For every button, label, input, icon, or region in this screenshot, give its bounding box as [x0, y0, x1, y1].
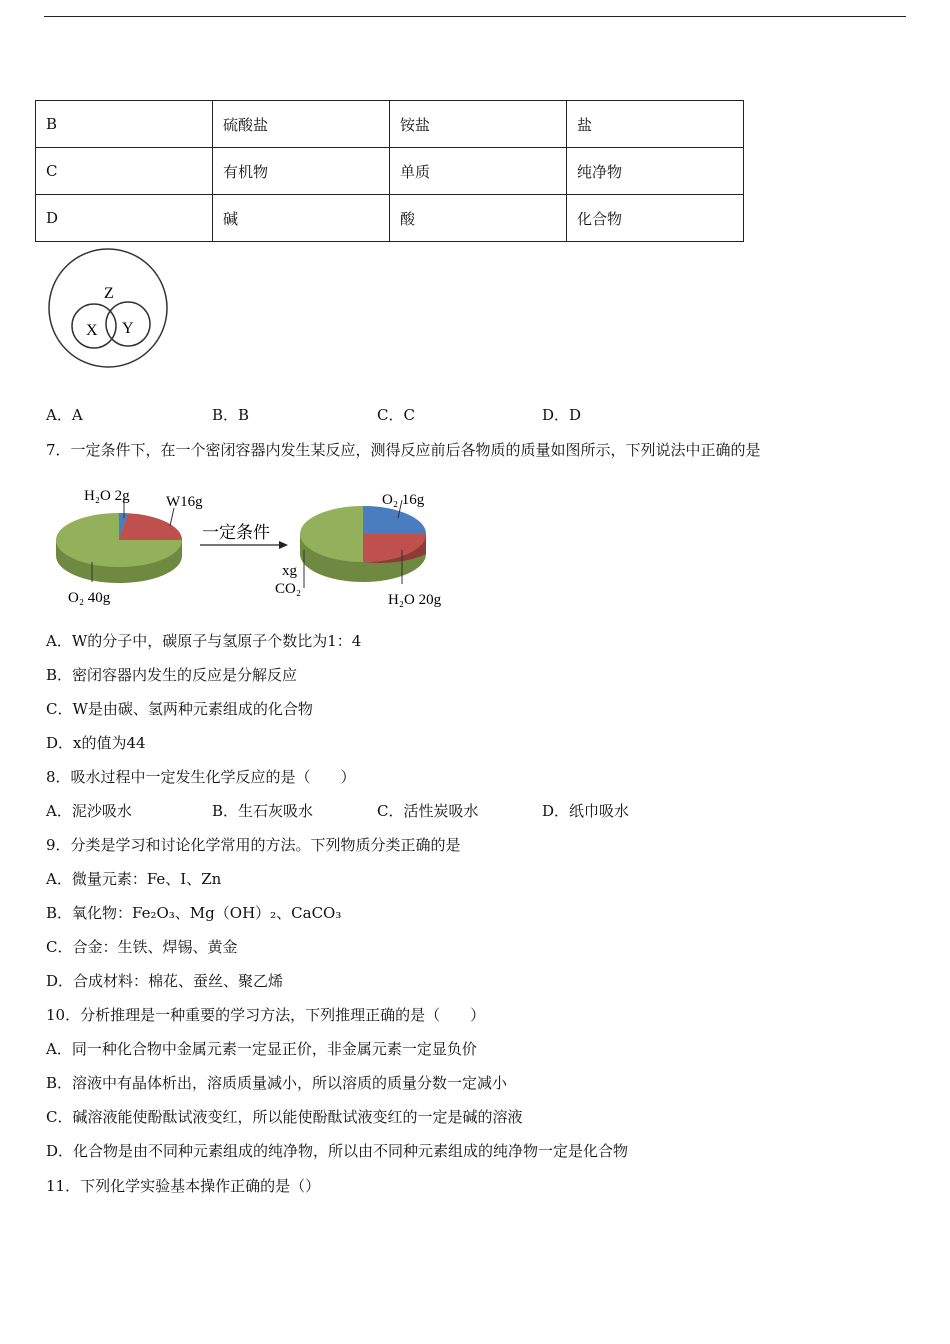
option-c[interactable]: C．C [377, 406, 415, 424]
venn-label-y: Y [122, 320, 134, 337]
table-cell: 酸 [390, 195, 567, 242]
table-cell: 碱 [213, 195, 390, 242]
arrow-label: 一定条件 [202, 523, 270, 543]
q8-stem: 8．吸水过程中一定发生化学反应的是（ ） [46, 768, 356, 786]
label-o2-before: O₂ 40g [68, 590, 111, 606]
table-row [36, 195, 744, 242]
header-rule [44, 16, 906, 17]
table-cell: 纯净物 [567, 148, 744, 195]
table-row [36, 148, 744, 195]
q8-options [46, 800, 906, 822]
arrow-head [279, 541, 288, 549]
table-cell: 铵盐 [390, 101, 567, 148]
table-cell: 化合物 [567, 195, 744, 242]
table-cell: D [36, 195, 213, 242]
pie-before [56, 488, 203, 606]
q7-stem: 7．一定条件下，在一个密闭容器内发生某反应，测得反应前后各物质的质量如图所示，下列说法中正确的是 [46, 441, 761, 459]
q7-option-d[interactable]: D．x的值为44 [46, 734, 146, 752]
label-o2-after: O₂ 16g [382, 492, 425, 508]
label-co2: CO₂ [275, 581, 302, 597]
venn-circle-z [49, 249, 167, 367]
table-cell: 单质 [390, 148, 567, 195]
table-row [36, 101, 744, 148]
q6-options [46, 404, 906, 426]
q9-option-d[interactable]: D．合成材料：棉花、蚕丝、聚乙烯 [46, 972, 284, 990]
q8-option-b[interactable]: B．生石灰吸水 [212, 802, 314, 820]
classification-table [35, 100, 744, 242]
label-h2o-after: H₂O 20g [388, 592, 442, 608]
leader-w-before [170, 508, 174, 526]
option-a[interactable]: A．A [46, 406, 83, 424]
q10-option-d[interactable]: D．化合物是由不同种元素组成的纯净物，所以由不同种元素组成的纯净物一定是化合物 [46, 1142, 629, 1160]
q7-option-a[interactable]: A．W的分子中，碳原子与氢原子个数比为1：4 [46, 632, 362, 650]
venn-label-z: Z [104, 285, 114, 302]
pie-slice-w-before [119, 513, 182, 540]
venn-label-x: X [86, 322, 98, 339]
q7-option-c[interactable]: C．W是由碳、氢两种元素组成的化合物 [46, 700, 313, 718]
table-cell: C [36, 148, 213, 195]
label-co2-x: xg [282, 563, 297, 579]
pie-slice-o2-after [363, 506, 426, 534]
q10-option-b[interactable]: B．溶液中有晶体析出，溶质质量减小，所以溶质的质量分数一定减小 [46, 1074, 508, 1092]
q10-option-c[interactable]: C．碱溶液能使酚酞试液变红，所以能使酚酞试液变红的一定是碱的溶液 [46, 1108, 523, 1126]
q9-stem: 9．分类是学习和讨论化学常用的方法。下列物质分类正确的是 [46, 836, 461, 854]
q9-option-c[interactable]: C．合金：生铁、焊锡、黄金 [46, 938, 238, 956]
table-cell: 有机物 [213, 148, 390, 195]
q8-option-d[interactable]: D．纸巾吸水 [542, 802, 630, 820]
table-cell: 硫酸盐 [213, 101, 390, 148]
table-cell: B [36, 101, 213, 148]
q7-option-b[interactable]: B．密闭容器内发生的反应是分解反应 [46, 666, 298, 684]
q11-stem: 11．下列化学实验基本操作正确的是（） [46, 1177, 321, 1195]
label-w-before: W16g [166, 494, 203, 510]
reaction-pie-figure [50, 478, 460, 614]
reaction-arrow [200, 523, 288, 549]
label-h2o-before: H₂O 2g [84, 488, 130, 504]
q8-option-a[interactable]: A．泥沙吸水 [46, 802, 132, 820]
option-b[interactable]: B．B [212, 406, 250, 424]
q9-option-a[interactable]: A．微量元素：Fe、I、Zn [46, 870, 222, 888]
venn-diagram [46, 246, 172, 372]
q9-option-b[interactable]: B．氧化物：Fe₂O₃、Mg（OH）₂、CaCO₃ [46, 904, 342, 922]
q10-option-a[interactable]: A．同一种化合物中金属元素一定显正价，非金属元素一定显负价 [46, 1040, 477, 1058]
pie-after [275, 492, 442, 608]
q10-stem: 10．分析推理是一种重要的学习方法，下列推理正确的是（ ） [46, 1006, 486, 1024]
table-cell: 盐 [567, 101, 744, 148]
q8-option-c[interactable]: C．活性炭吸水 [377, 802, 479, 820]
option-d[interactable]: D．D [542, 406, 582, 424]
